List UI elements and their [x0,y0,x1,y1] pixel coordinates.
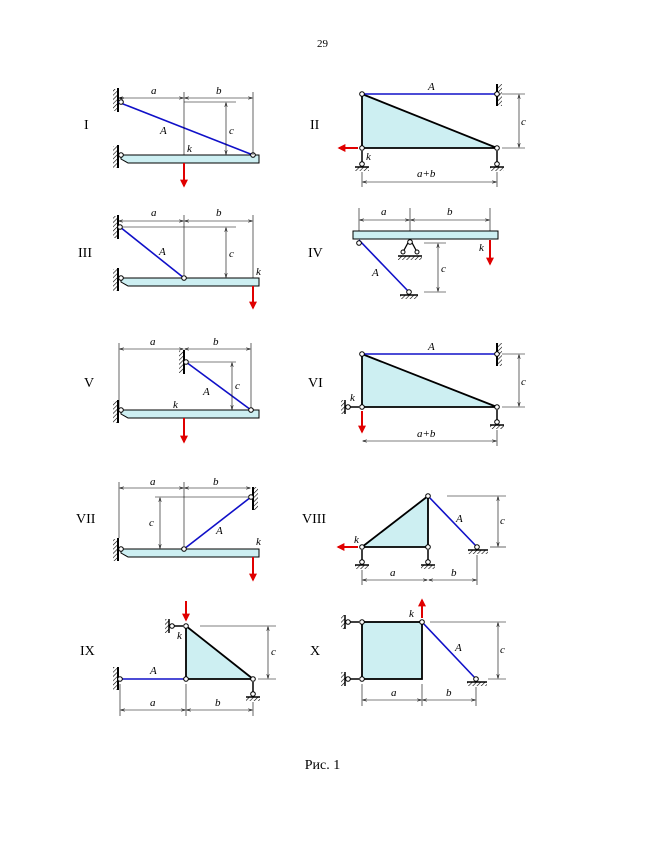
hinge [118,677,123,682]
support-hatch [468,550,488,554]
scheme-9-numeral: IX [80,644,95,659]
support-hatch [490,167,504,171]
hinge [420,620,425,625]
beam [121,278,259,286]
hinge [346,620,351,625]
hinge [474,677,479,682]
label-a: a [381,206,387,218]
label-ab: a+b [417,428,436,440]
support-hatch [341,615,345,629]
label-k: k [256,266,261,278]
hinge [251,677,256,682]
hinge [360,545,365,550]
hinge [119,547,124,552]
hinge [184,677,189,682]
label-A: A [428,81,435,93]
label-k: k [366,151,371,163]
scheme-6 [341,341,526,446]
scheme-7-numeral: VII [76,512,96,527]
scheme-9 [113,601,276,716]
hinge [119,408,124,413]
hinge [426,494,431,499]
scheme-3-numeral: III [78,246,92,261]
support-hatch [421,565,435,569]
label-k: k [187,143,192,155]
support-hatch [490,425,504,429]
hinge [182,547,187,552]
hinge [119,153,124,158]
scheme-5 [113,336,259,442]
hinge [495,162,500,167]
hinge [426,560,431,565]
label-A: A [159,246,166,258]
support-hatch [398,256,422,260]
hinge [495,420,500,425]
label-b: b [216,85,222,97]
rod-A [359,240,409,292]
wall-hatch [253,487,258,510]
hinge [401,250,405,254]
scheme-2-numeral: II [310,118,320,133]
scheme-4 [353,206,498,299]
support-hatch [355,167,369,171]
label-k: k [479,242,484,254]
hinge [495,92,500,97]
scheme-2 [339,81,526,187]
scheme-4-numeral: IV [308,246,323,261]
scheme-8-numeral: VIII [302,512,327,527]
label-a: a [150,697,156,709]
hinge [360,92,365,97]
label-A: A [203,386,210,398]
hinge [249,495,254,500]
label-b: b [446,687,452,699]
hinge [119,276,124,281]
label-c: c [521,116,526,128]
label-A: A [216,525,223,537]
label-k: k [350,392,355,404]
hinge [118,225,123,230]
triangle-frame [362,354,497,407]
label-b: b [216,207,222,219]
label-c: c [441,263,446,275]
label-a: a [150,336,156,348]
hinge [495,352,500,357]
rod-A [422,622,476,679]
label-b: b [213,476,219,488]
scheme-7 [113,476,262,580]
beam [353,231,498,239]
label-a: a [390,567,396,579]
label-A: A [160,125,167,137]
scheme-10-numeral: X [310,644,321,659]
hinge [360,352,365,357]
label-a: a [150,476,156,488]
hinge [346,677,351,682]
label-c: c [500,644,505,656]
scheme-1-numeral: I [84,118,89,133]
scheme-6-numeral: VI [308,376,323,391]
rod-A [428,496,477,547]
hinge [475,545,480,550]
hinge [251,692,256,697]
hinge [360,405,365,410]
label-b: b [213,336,219,348]
hinge [407,290,412,295]
figure-caption: Рис. 1 [304,758,341,773]
beam [121,155,259,163]
label-ab: a+b [417,168,436,180]
hinge [360,620,365,625]
scheme-10 [341,600,506,706]
triangle-frame [362,496,428,547]
label-k: k [354,534,359,546]
label-b: b [447,206,453,218]
label-c: c [229,248,234,260]
rod-A [120,227,184,278]
label-A: A [456,513,463,525]
hinge [426,545,431,550]
beam [121,549,259,557]
hinge [184,360,189,365]
scheme-8 [338,494,506,585]
support-hatch [246,697,260,701]
hinge [495,405,500,410]
triangle-frame [362,94,497,148]
beam [121,410,259,418]
hinge [249,408,254,413]
label-k: k [177,630,182,642]
hinge [184,624,189,629]
label-k: k [173,399,178,411]
rod-A [184,497,251,549]
label-c: c [521,376,526,388]
label-a: a [151,85,157,97]
hinge [415,250,419,254]
label-c: c [235,380,240,392]
label-A: A [150,665,157,677]
label-a: a [391,687,397,699]
label-c: c [271,646,276,658]
support-hatch [165,619,169,633]
scheme-1 [113,85,259,186]
scheme-5-numeral: V [84,376,95,391]
hinge [360,162,365,167]
support-hatch [467,682,487,686]
support-hatch [355,565,369,569]
support-hatch [341,672,345,686]
hinge [360,146,365,151]
hinge [119,100,124,105]
square-frame [362,622,422,679]
hinge [182,276,187,281]
page-number: 29 [317,38,328,50]
support-hatch [341,400,345,414]
scheme-3 [113,207,262,308]
hinge [495,146,500,151]
label-c: c [500,515,505,527]
label-k: k [256,536,261,548]
triangle-frame [186,626,253,679]
hinge [346,405,351,410]
rod-A [186,362,251,410]
hinge [170,624,175,629]
hinge [357,241,362,246]
label-c: c [149,517,154,529]
label-k: k [409,608,414,620]
support-hatch [400,295,418,299]
label-b: b [451,567,457,579]
hinge [408,240,413,245]
hinge [360,677,365,682]
label-a: a [151,207,157,219]
label-b: b [215,697,221,709]
label-A: A [428,341,435,353]
label-A: A [455,642,462,654]
label-c: c [229,125,234,137]
hinge [360,560,365,565]
label-A: A [372,267,379,279]
